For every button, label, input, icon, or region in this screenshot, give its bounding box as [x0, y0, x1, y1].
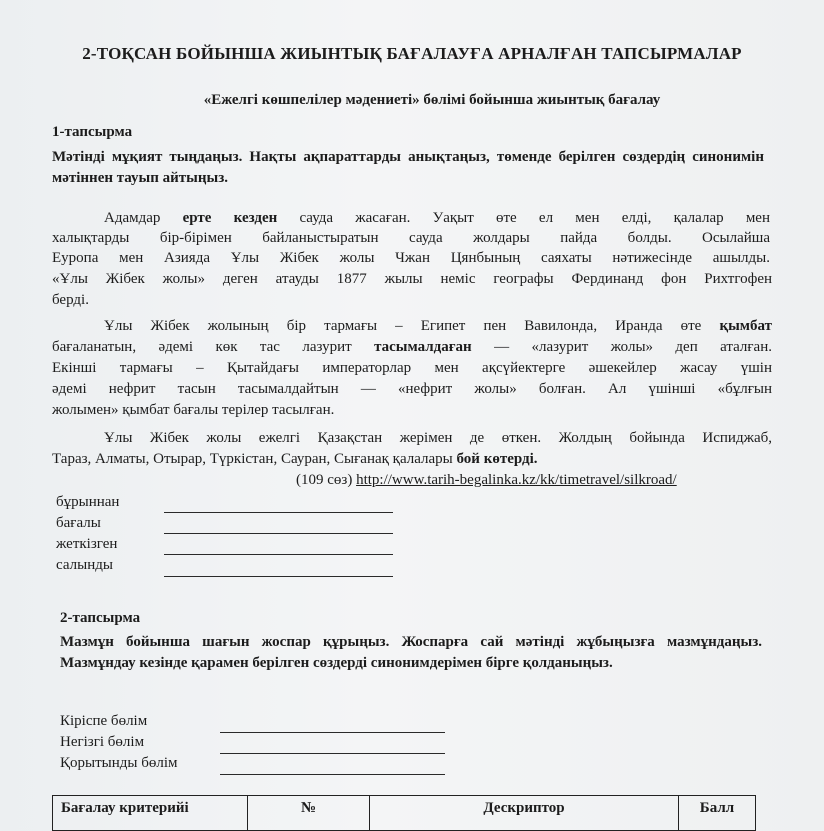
task1-label: 1-тапсырма — [52, 124, 133, 140]
text-line: жолымен» қымбат бағалы терілер тасылған. — [52, 402, 335, 418]
word-item: жеткізген — [56, 536, 118, 552]
source-reference: (109 сөз) http://www.tarih-begalinka.kz/kk/timetravel/silkroad/ — [296, 472, 677, 488]
text-line: Ұлы Жібек жолының бір тармағы – Египет пен Вавилонда, Иранда өте қымбат — [104, 318, 772, 334]
task1-instruction: Мәтінді мұқият тыңдаңыз. Нақты ақпараттарды анықтаңыз, төменде берілген сөздердің синонимін мәтіннен тауып айтыңыз. — [52, 149, 764, 186]
text-line: бағаланатын, әдемі көк тас лазурит тасымалдаған — «лазурит жолы» деп аталған. — [52, 339, 772, 355]
word-item: салынды — [56, 557, 113, 573]
header-score: Балл — [679, 796, 756, 831]
text-line: Екінші тармағы – Қытайдағы императорлар мен ақсүйектерге әшекейлер жасау үшін — [52, 360, 772, 376]
plan-item: Негізгі бөлім — [60, 734, 145, 750]
plan-answer-line[interactable] — [220, 732, 445, 733]
answer-line[interactable] — [164, 512, 393, 513]
text-line: Еуропа мен Азияда Ұлы Жібек жолы Чжан Цянбының саяхаты нәтижесінде ашылды. — [52, 250, 770, 266]
criteria-table — [52, 795, 756, 831]
text-line: берді. — [52, 292, 89, 308]
plan-item: Кіріспе бөлім — [60, 713, 148, 729]
section-subtitle: «Ежелгі көшпелілер мәдениеті» бөлімі бойынша жиынтық бағалау — [203, 92, 661, 108]
plan-answer-line[interactable] — [220, 774, 445, 775]
plan-item: Қорытынды бөлім — [60, 755, 178, 771]
text-line: Ұлы Жібек жолы ежелгі Қазақстан жерімен де өткен. Жолдың бойында Испиджаб, — [104, 430, 772, 446]
plan-answer-line[interactable] — [220, 753, 445, 754]
text-line: әдемі нефрит тасын тасымалдайтын — «нефрит жолы» болған. Ал үшінші «бұлғын — [52, 381, 772, 397]
text-line: «Ұлы Жібек жолы» деген атауды 1877 жылы неміс географы Фердинанд фон Рихтгофен — [52, 271, 772, 287]
table-header-row — [53, 796, 756, 831]
answer-line[interactable] — [164, 576, 393, 577]
text-line: халықтарды бір-бірімен байланыстыратын сауда жолдары пайда болды. Осылайша — [52, 230, 770, 246]
source-link[interactable]: http://www.tarih-begalinka.kz/kk/timetravel/silkroad/ — [356, 472, 677, 488]
word-item: бұрыннан — [56, 494, 120, 510]
answer-line[interactable] — [164, 533, 393, 534]
word-item: бағалы — [56, 515, 101, 531]
answer-line[interactable] — [164, 554, 393, 555]
page-title: 2-ТОҚСАН БОЙЫНША ЖИЫНТЫҚ БАҒАЛАУҒА АРНАЛҒАН ТАПСЫРМАЛАР — [82, 44, 742, 63]
text-line: Тараз, Алматы, Отырар, Түркістан, Сауран, Сығанақ қалалары бой көтерді. — [52, 451, 538, 467]
header-criteria: Бағалау критерийі — [53, 796, 248, 831]
task2-label: 2-тапсырма — [60, 610, 141, 626]
header-number: № — [248, 796, 370, 831]
header-descriptor: Дескриптор — [370, 796, 679, 831]
text-line: Адамдар ерте кезден сауда жасаған. Уақыт өте ел мен елді, қалалар мен — [104, 210, 770, 226]
task2-instruction: Мазмұн бойынша шағын жоспар құрыңыз. Жоспарға сай мәтінді жұбыңызға мазмұндаңыз. Мазмұндау кезінде қарамен берілген сөздерді синонимдерімен бірге қолданыңыз. — [60, 634, 762, 671]
